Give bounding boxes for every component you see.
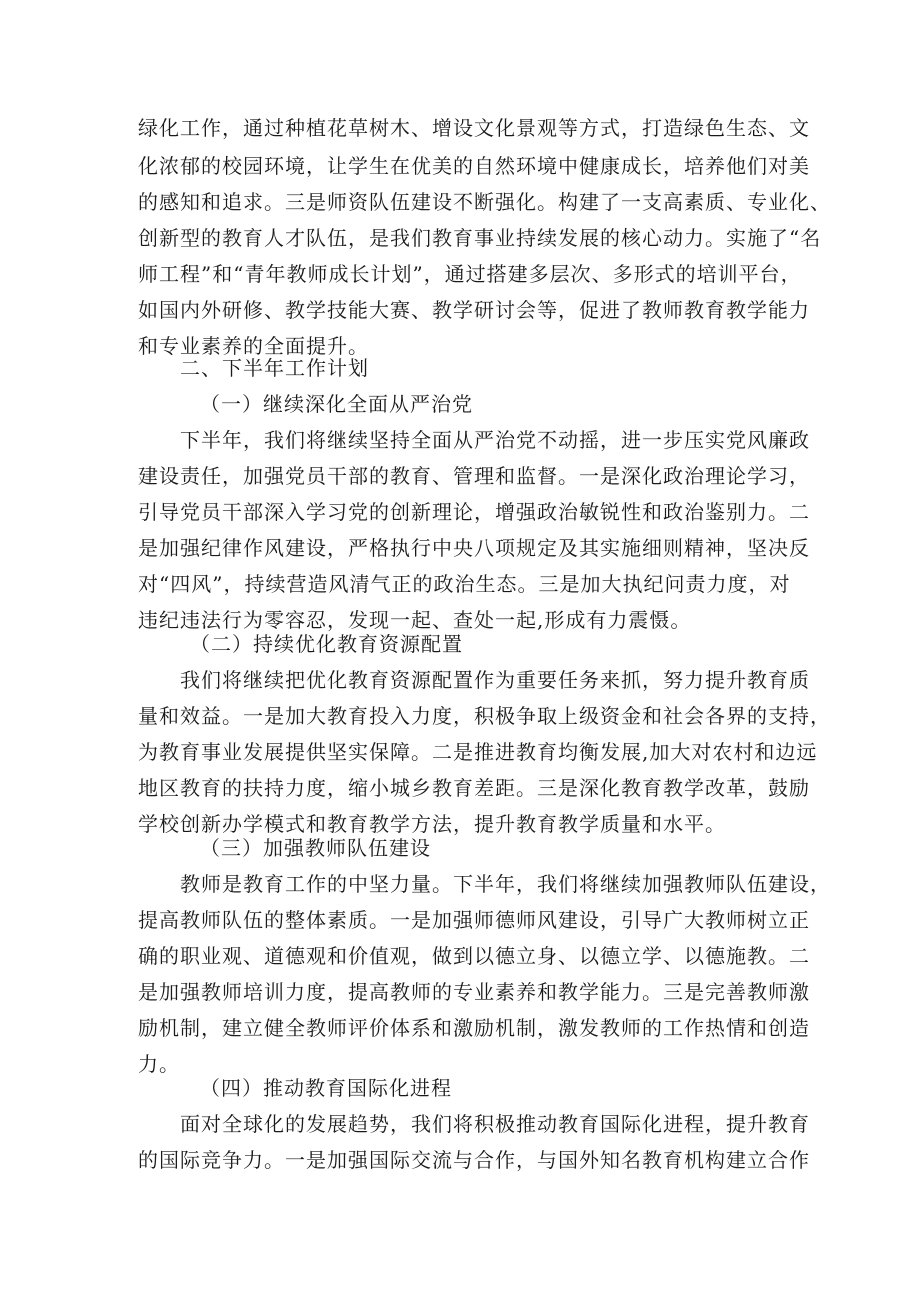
- section-heading: 二、下半年工作计划: [180, 356, 369, 380]
- paragraph-line: 如国内外研修、教学技能大赛、教学研讨会等，促进了教师教育教学能力: [138, 298, 810, 322]
- paragraph-line: 下半年，我们将继续坚持全面从严治党不动摇，进一步压实党风廉政: [180, 428, 810, 452]
- paragraph-line: 提高教师队伍的整体素质。一是加强师德师风建设，引导广大教师树立正: [138, 908, 810, 932]
- paragraph-line: 的感知和追求。三是师资队伍建设不断强化。构建了一支高素质、专业化、: [138, 190, 831, 214]
- paragraph-line: 的国际竞争力。一是加强国际交流与合作，与国外知名教育机构建立合作: [138, 1148, 810, 1172]
- paragraph-line: 和专业素养的全面提升。: [138, 334, 369, 358]
- subsection-heading: （一）继续深化全面从严治党: [200, 392, 473, 416]
- paragraph-line: 面对全球化的发展趋势，我们将积极推动教育国际化进程，提升教育: [180, 1112, 810, 1136]
- paragraph-line: 引导党员干部深入学习党的创新理论，增强政治敏锐性和政治鉴别力。二: [138, 500, 810, 524]
- subsection-heading: （二）持续优化教育资源配置: [190, 632, 463, 656]
- paragraph-line: 对“四风”，持续营造风清气正的政治生态。三是加大执纪问责力度，对: [138, 572, 791, 596]
- paragraph-line: 化浓郁的校园环境，让学生在优美的自然环境中健康成长，培养他们对美: [138, 154, 810, 178]
- paragraph-line: 师工程”和“青年教师成长计划”，通过搭建多层次、多形式的培训平台，: [138, 262, 802, 286]
- paragraph-line: 我们将继续把优化教育资源配置作为重要任务来抓，努力提升教育质: [180, 668, 810, 692]
- paragraph-line: 绿化工作，通过种植花草树木、增设文化景观等方式，打造绿色生态、文: [138, 116, 810, 140]
- paragraph-line: 量和效益。一是加大教育投入力度，积极争取上级资金和社会各界的支持，: [138, 704, 831, 728]
- paragraph-line: 教师是教育工作的中坚力量。下半年，我们将继续加强教师队伍建设，: [180, 872, 831, 896]
- paragraph-line: 是加强纪律作风建设，严格执行中央八项规定及其实施细则精神，坚决反: [138, 536, 810, 560]
- paragraph-line: 学校创新办学模式和教育教学方法，提升教育教学质量和水平。: [138, 812, 726, 836]
- paragraph-line: 地区教育的扶持力度，缩小城乡教育差距。三是深化教育教学改革，鼓励: [138, 776, 810, 800]
- paragraph-line: 励机制，建立健全教师评价体系和激励机制，激发教师的工作热情和创造: [138, 1016, 810, 1040]
- paragraph-line: 创新型的教育人才队伍，是我们教育事业持续发展的核心动力。实施了“名: [138, 226, 822, 250]
- subsection-heading: （四）推动教育国际化进程: [200, 1076, 452, 1100]
- paragraph-line: 为教育事业发展提供坚实保障。二是推进教育均衡发展,加大对农村和边远: [138, 740, 818, 764]
- paragraph-line: 建设责任，加强党员干部的教育、管理和监督。一是深化政治理论学习，: [138, 464, 810, 488]
- paragraph-line: 违纪违法行为零容忍，发现一起、查处一起,形成有力震慑。: [138, 608, 692, 632]
- paragraph-line: 确的职业观、道德观和价值观，做到以德立身、以德立学、以德施教。二: [138, 944, 810, 968]
- subsection-heading: （三）加强教师队伍建设: [200, 836, 431, 860]
- paragraph-line: 力。: [138, 1052, 180, 1076]
- paragraph-line: 是加强教师培训力度，提高教师的专业素养和教学能力。三是完善教师激: [138, 980, 810, 1004]
